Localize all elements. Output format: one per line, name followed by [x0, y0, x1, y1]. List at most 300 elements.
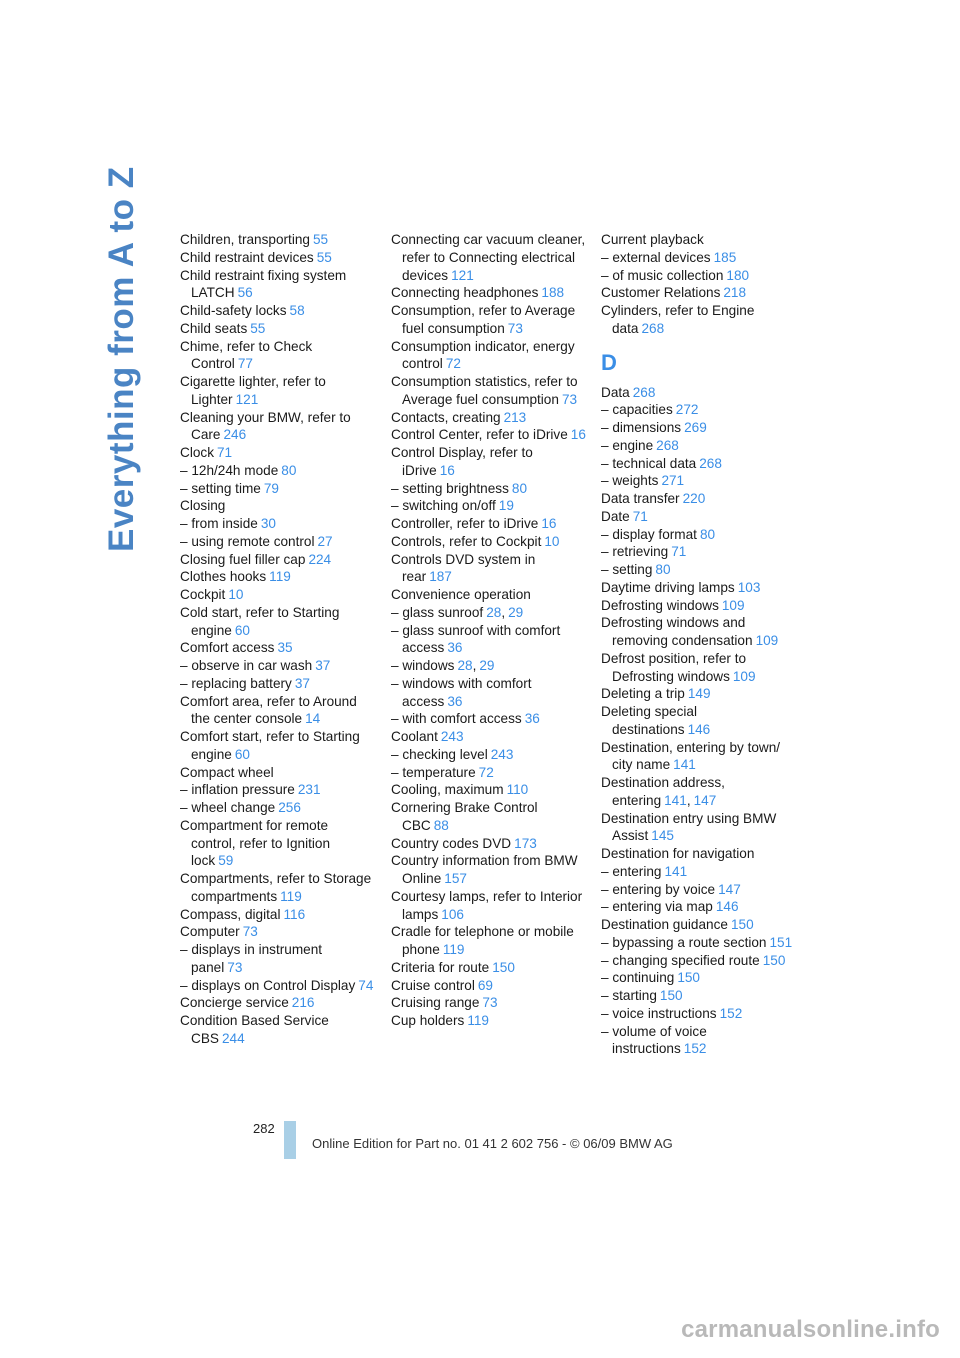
page-link[interactable]: 268	[641, 320, 665, 336]
page-link[interactable]: 73	[242, 924, 258, 940]
index-entry	[391, 426, 586, 444]
index-letter-heading: D	[601, 349, 617, 375]
page-link[interactable]: 28	[486, 604, 502, 620]
entry-term: – temperature	[391, 764, 476, 780]
entry-term: Cradle for telephone or mobile phone	[391, 924, 574, 957]
index-entry	[601, 774, 796, 810]
entry-term: Cleaning your BMW, refer to Care	[180, 409, 351, 443]
page-link[interactable]: 19	[498, 498, 514, 514]
index-entry	[391, 852, 586, 888]
index-entry	[391, 551, 586, 587]
page-link[interactable]: 268	[656, 437, 679, 453]
index-entry	[391, 497, 586, 515]
index-entry	[391, 284, 586, 302]
page-link[interactable]: 146	[715, 899, 739, 915]
entry-term: – weights	[601, 473, 659, 489]
index-entry	[601, 845, 796, 863]
page-link[interactable]: 231	[297, 782, 321, 798]
index-entry	[180, 497, 375, 515]
entry-term: Country information from BMW Online	[391, 853, 578, 886]
page-link[interactable]: 74	[358, 977, 374, 993]
entry-term: Child-safety locks	[180, 303, 287, 318]
index-entry	[391, 409, 586, 427]
page-link[interactable]: 145	[651, 828, 674, 844]
entry-term: Data	[601, 384, 630, 400]
index-entry	[391, 338, 586, 374]
entry-term: – entering by voice	[601, 881, 716, 897]
index-entry	[180, 906, 375, 924]
entry-term: – of music collection	[601, 267, 724, 283]
index-entry	[601, 579, 796, 597]
entry-term: Cooling, maximum	[391, 782, 504, 798]
index-entry	[180, 764, 375, 782]
entry-term: Controls DVD system in rear	[391, 551, 536, 585]
entry-term: – windows	[391, 658, 455, 673]
index-entry	[180, 941, 375, 977]
index-column-2	[391, 231, 586, 1030]
entry-term: Cornering Brake Control CBC	[391, 800, 538, 833]
page-link[interactable]: 150	[677, 970, 700, 986]
page-link[interactable]: 119	[269, 569, 291, 585]
index-entry	[180, 480, 375, 498]
index-entry	[601, 490, 796, 508]
page-link[interactable]: 119	[442, 942, 465, 957]
entry-term: Destination, entering by town/ city name	[601, 739, 781, 773]
entry-term: – switching on/off	[391, 498, 496, 514]
page-link[interactable]: 180	[726, 267, 750, 283]
entry-term: Criteria for route	[391, 959, 490, 975]
page-link[interactable]: 36	[524, 711, 540, 727]
index-entry	[601, 1023, 796, 1059]
index-entry	[601, 526, 796, 544]
page-link[interactable]: 71	[632, 508, 648, 524]
page-link[interactable]: 188	[541, 285, 565, 301]
index-entry	[601, 508, 796, 526]
page-link[interactable]: 27	[317, 533, 333, 549]
page-link[interactable]: 150	[730, 917, 754, 932]
page-link[interactable]: 243	[490, 746, 514, 762]
entry-term: – entering	[601, 863, 662, 879]
index-entry	[180, 338, 375, 374]
entry-term: – wheel change	[180, 800, 276, 815]
page-link[interactable]: 268	[632, 384, 656, 400]
page-link[interactable]: 80	[699, 526, 716, 542]
page-link[interactable]: 58	[289, 303, 305, 318]
entry-term: – bypassing a route section	[601, 934, 767, 950]
entry-term: – starting	[601, 988, 657, 1003]
entry-term: Connecting car vacuum cleaner, refer to Connecting electrical devices	[391, 232, 586, 283]
index-entry	[391, 586, 586, 604]
entry-term: Date	[601, 508, 630, 524]
index-entry	[601, 614, 796, 650]
index-entry	[180, 533, 375, 551]
entry-term: Comfort access	[180, 640, 275, 656]
page-link[interactable]: 150	[659, 988, 683, 1003]
entry-term: Country codes DVD	[391, 835, 512, 851]
entry-term: – volume of voice instructions	[601, 1023, 707, 1057]
page-link[interactable]: 55	[316, 249, 332, 265]
entry-term: Clock	[180, 445, 214, 460]
entry-term: – setting	[601, 562, 653, 577]
page-link[interactable]: 141	[673, 757, 696, 773]
index-entry	[391, 533, 586, 551]
index-entry	[601, 455, 796, 473]
index-entry	[391, 977, 586, 995]
index-entry	[180, 267, 375, 303]
index-entry	[601, 952, 796, 970]
page-separator: ,	[472, 658, 477, 673]
index-entry	[391, 622, 586, 658]
page-link[interactable]: 152	[719, 1005, 743, 1021]
page-link[interactable]: 150	[492, 959, 515, 975]
index-entry	[180, 409, 375, 445]
index-entry	[391, 994, 586, 1012]
page-link[interactable]: 80	[511, 480, 528, 496]
index-entry	[391, 604, 586, 622]
page-link[interactable]: 109	[732, 668, 756, 684]
entry-term: – 12h/24h mode	[180, 462, 279, 478]
entry-term: Compact wheel	[180, 764, 274, 780]
page-link[interactable]: 36	[447, 640, 463, 656]
index-entry	[391, 781, 586, 799]
entry-term: Controller, refer to iDrive	[391, 516, 539, 531]
entry-term: – displays in instrument panel	[180, 942, 323, 975]
index-entry	[391, 657, 586, 675]
footer-text: Online Edition for Part no. 01 41 2 602 756 - © 06/09 BMW AG	[312, 1136, 673, 1151]
page-separator: ,	[686, 792, 691, 808]
page-link[interactable]: 80	[281, 462, 297, 478]
page-link[interactable]: 80	[655, 562, 671, 577]
index-entry	[601, 739, 796, 775]
page-link[interactable]: 147	[693, 792, 717, 808]
page-link[interactable]: 88	[433, 817, 449, 833]
index-entry	[601, 898, 796, 916]
entry-term: Comfort start, refer to Starting engine	[180, 729, 360, 762]
entry-term: Child restraint devices	[180, 249, 314, 265]
page-link[interactable]: 151	[769, 934, 793, 950]
entry-term: – dimensions	[601, 420, 682, 435]
entry-term: Computer	[180, 924, 240, 940]
entry-term: – displays on Control Display	[180, 977, 356, 993]
entry-term: Defrosting windows	[601, 597, 719, 613]
entry-term: Deleting a trip	[601, 686, 685, 702]
entry-term: – entering via map	[601, 899, 713, 915]
entry-term: Comfort area, refer to Around the center console	[180, 693, 357, 727]
entry-term: Cup holders	[391, 1013, 465, 1028]
index-entry	[601, 650, 796, 686]
index-entry	[601, 916, 796, 934]
page-link[interactable]: 73	[482, 995, 498, 1011]
page-link[interactable]: 185	[713, 249, 737, 265]
entry-term: – engine	[601, 437, 654, 453]
index-entry	[180, 994, 375, 1012]
page-link[interactable]: 146	[687, 721, 711, 737]
entry-term: – observe in car wash	[180, 658, 313, 673]
page-link[interactable]: 152	[683, 1041, 707, 1057]
index-entry	[601, 384, 796, 402]
page-link[interactable]: 103	[737, 579, 761, 595]
entry-term: Destination for navigation	[601, 846, 755, 861]
index-entry	[391, 444, 586, 480]
entry-term: – glass sunroof	[391, 604, 484, 620]
index-column-1	[180, 231, 375, 1048]
page-link[interactable]: 10	[228, 587, 244, 602]
index-entry	[180, 515, 375, 533]
page-link[interactable]: 35	[277, 640, 293, 656]
page-link[interactable]: 157	[444, 871, 467, 886]
entry-term: Child restraint fixing system LATCH	[180, 267, 347, 301]
page-link[interactable]: 213	[503, 409, 527, 425]
index-entry	[601, 987, 796, 1005]
index-entry	[601, 703, 796, 739]
index-entry	[601, 543, 796, 561]
entry-term: – checking level	[391, 746, 488, 762]
page-link[interactable]: 147	[718, 881, 741, 897]
entry-term: – from inside	[180, 516, 258, 531]
page-link[interactable]: 271	[661, 473, 685, 489]
index-entry	[180, 923, 375, 941]
page-link[interactable]: 16	[439, 462, 455, 478]
page-link[interactable]: 272	[675, 402, 699, 418]
page-link[interactable]: 216	[291, 995, 315, 1011]
index-entry	[180, 373, 375, 409]
entry-term: Controls, refer to Cockpit	[391, 533, 542, 549]
page-link[interactable]: 60	[234, 746, 250, 762]
index-entry	[601, 472, 796, 490]
entry-term: – replacing battery	[180, 675, 292, 691]
footer-bar	[284, 1121, 296, 1159]
entry-term: Closing fuel filler cap	[180, 551, 306, 567]
entry-term: – display format	[601, 526, 697, 542]
entry-term: – capacities	[601, 402, 673, 418]
index-entry	[601, 810, 796, 846]
page-link[interactable]: 71	[671, 544, 687, 560]
page-link[interactable]: 55	[312, 232, 329, 247]
entry-term: Deleting special destinations	[601, 704, 697, 737]
page-link[interactable]: 30	[260, 516, 276, 531]
index-entry	[391, 373, 586, 409]
index-entry	[601, 284, 796, 302]
page-link[interactable]: 119	[467, 1013, 489, 1028]
entry-term: Child seats	[180, 320, 248, 336]
page-link[interactable]: 150	[762, 952, 786, 968]
entry-term: Clothes hooks	[180, 569, 267, 585]
entry-term: Connecting headphones	[391, 285, 539, 301]
page-link[interactable]: 243	[440, 729, 464, 744]
entry-term: Daytime driving lamps	[601, 579, 735, 595]
entry-term: Consumption statistics, refer to Average fuel consumption	[391, 374, 578, 407]
page-link[interactable]: 59	[218, 853, 234, 869]
page-link[interactable]: 73	[227, 959, 243, 975]
entry-term: Consumption indicator, energy control	[391, 338, 575, 372]
entry-term: Coolant	[391, 729, 438, 744]
index-entry	[601, 561, 796, 579]
entry-term: Contacts, creating	[391, 409, 501, 425]
page-link[interactable]: 56	[237, 285, 253, 301]
entry-term: – using remote control	[180, 533, 315, 549]
entry-term: Children, transporting	[180, 232, 310, 247]
index-entry	[391, 923, 586, 959]
page-link[interactable]: 73	[507, 320, 523, 336]
entry-term: Cruising range	[391, 995, 480, 1011]
entry-term: Consumption, refer to Average fuel consumption	[391, 303, 576, 336]
index-entry	[391, 1012, 586, 1030]
page-link[interactable]: 69	[477, 977, 493, 993]
page-link[interactable]: 244	[221, 1030, 245, 1046]
page-link[interactable]: 269	[684, 420, 707, 435]
index-entry	[601, 685, 796, 703]
entry-term: – continuing	[601, 970, 675, 986]
index-entry	[180, 320, 375, 338]
index-entry	[391, 888, 586, 924]
entry-term: Current playback	[601, 232, 704, 247]
entry-term: – setting brightness	[391, 480, 509, 496]
entry-term: Defrosting windows and removing condensation	[601, 615, 753, 648]
index-entry	[601, 437, 796, 455]
index-entry	[601, 597, 796, 615]
page-link[interactable]: 79	[263, 480, 279, 496]
page-link[interactable]: 16	[541, 516, 557, 531]
entry-term: Cruise control	[391, 977, 475, 993]
page-link[interactable]: 37	[294, 675, 310, 691]
page-link[interactable]: 109	[755, 633, 779, 648]
index-entry	[180, 977, 375, 995]
index-entry	[601, 934, 796, 952]
index-entry	[601, 863, 796, 881]
entry-term: Defrost position, refer to Defrosting windows	[601, 650, 747, 684]
index-entry	[180, 728, 375, 764]
page-link[interactable]: 116	[283, 906, 306, 922]
index-entry	[601, 267, 796, 285]
index-entry	[601, 419, 796, 437]
index-entry	[180, 302, 375, 320]
page-link[interactable]: 109	[721, 597, 745, 613]
page-link[interactable]: 36	[447, 693, 463, 709]
page-link[interactable]: 73	[561, 391, 578, 407]
index-entry	[601, 881, 796, 899]
index-entry	[601, 1005, 796, 1023]
index-column-3	[601, 231, 796, 1058]
entry-term: Concierge service	[180, 995, 289, 1011]
page-link[interactable]: 10	[544, 533, 560, 549]
page-link[interactable]: 16	[570, 427, 586, 443]
page-link[interactable]: 29	[508, 604, 524, 620]
section-title	[102, 166, 146, 552]
entry-term: – retrieving	[601, 544, 669, 560]
page-link[interactable]: 28	[457, 658, 473, 673]
page-link[interactable]: 14	[305, 711, 321, 727]
index-entry	[601, 302, 796, 338]
index-entry	[601, 401, 796, 419]
index-entry	[391, 746, 586, 764]
watermark: carmanualsonline.info	[681, 1316, 940, 1343]
section-title-text: Everything from A to Z	[102, 166, 141, 552]
page-link[interactable]: 37	[315, 658, 331, 673]
page-link[interactable]: 141	[664, 792, 687, 808]
page-link[interactable]: 29	[479, 658, 495, 673]
entry-term: Cigarette lighter, refer to Lighter	[180, 374, 326, 407]
index-entry	[391, 835, 586, 853]
page-link[interactable]: 268	[699, 455, 722, 471]
entry-term: – changing specified route	[601, 952, 760, 968]
index-entry	[391, 959, 586, 977]
page-link[interactable]: 119	[280, 888, 302, 904]
entry-term: Convenience operation	[391, 587, 531, 602]
page-link[interactable]: 71	[217, 445, 233, 460]
page-link[interactable]: 110	[506, 782, 529, 798]
entry-term: Destination address, entering	[601, 775, 725, 808]
page-link[interactable]: 187	[429, 569, 452, 585]
index-entry	[391, 799, 586, 835]
index-entry	[391, 480, 586, 498]
page-link[interactable]: 77	[237, 356, 253, 372]
entry-term: Cylinders, refer to Engine data	[601, 303, 755, 336]
index-entry	[180, 781, 375, 799]
index-entry	[180, 551, 375, 569]
index-entry	[180, 799, 375, 817]
entry-term: Cold start, refer to Starting engine	[180, 604, 340, 638]
page-link[interactable]: 106	[441, 906, 464, 922]
entry-term: Compass, digital	[180, 906, 281, 922]
page-link[interactable]: 246	[223, 427, 247, 443]
entry-term: Customer Relations	[601, 285, 721, 301]
index-entry	[180, 675, 375, 693]
index-entry	[180, 231, 375, 249]
index-entry	[180, 817, 375, 870]
index-entry	[180, 249, 375, 267]
entry-term: Control Center, refer to iDrive	[391, 427, 568, 443]
page-link[interactable]: 141	[664, 863, 688, 879]
entry-term: Destination entry using BMW Assist	[601, 810, 777, 844]
page-link[interactable]: 121	[451, 267, 474, 283]
index-entry	[180, 870, 375, 906]
entry-term: – voice instructions	[601, 1005, 717, 1021]
index-entry	[180, 444, 375, 462]
page-separator: ,	[501, 604, 506, 620]
index-entry	[180, 462, 375, 480]
entry-term: – setting time	[180, 480, 261, 496]
page-link[interactable]: 121	[235, 391, 259, 407]
entry-term: Cockpit	[180, 587, 226, 602]
page-link[interactable]: 256	[278, 800, 301, 815]
entry-term: – glass sunroof with comfort access	[391, 622, 561, 656]
page-link[interactable]: 72	[445, 356, 461, 372]
page-link[interactable]: 220	[682, 491, 706, 506]
page-link[interactable]: 149	[687, 686, 711, 702]
page-link[interactable]: 218	[723, 285, 747, 301]
index-entry	[180, 568, 375, 586]
page-link[interactable]: 55	[250, 320, 266, 336]
page-link[interactable]: 173	[514, 835, 537, 851]
index-entry	[180, 657, 375, 675]
entry-term: – with comfort access	[391, 711, 522, 727]
index-entry	[180, 639, 375, 657]
page-link[interactable]: 72	[478, 764, 494, 780]
index-entry	[601, 969, 796, 987]
page-link[interactable]: 60	[234, 622, 250, 638]
index-entry	[601, 231, 796, 249]
index-entry	[391, 710, 586, 728]
index-entry	[180, 1012, 375, 1048]
page-link[interactable]: 224	[308, 551, 332, 567]
entry-term: – external devices	[601, 249, 711, 265]
entry-term: Compartment for remote control, refer to Ignition lock	[180, 817, 331, 869]
entry-term: – technical data	[601, 455, 697, 471]
entry-term: Condition Based Service CBS	[180, 1013, 329, 1046]
entry-term: – inflation pressure	[180, 782, 295, 798]
index-entry	[391, 302, 586, 338]
index-entry	[180, 604, 375, 640]
